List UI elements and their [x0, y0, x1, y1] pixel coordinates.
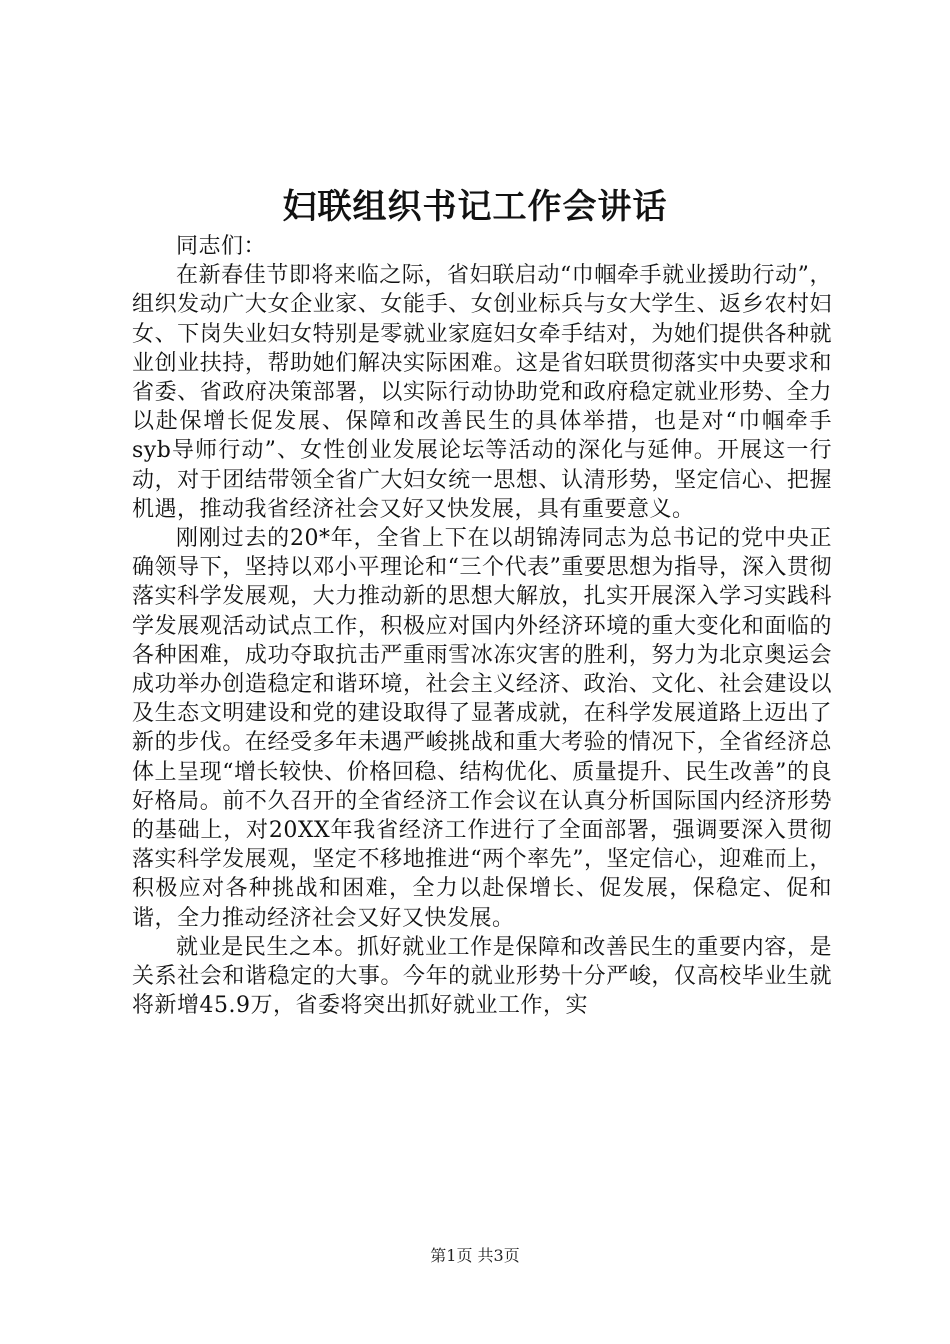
- document-body: [132, 232, 832, 1020]
- salutation: 同志们：: [176, 234, 267, 259]
- paragraph-1: 在新春佳节即将来临之际，省妇联启动“巾帼牵手就业援助行动”，组织发动广大女企业家、女能手、女创业标兵与女大学生、返乡农村妇女、下岗失业妇女特别是零就业家庭妇女牵手结对，为她们提供各种就业创业扶持，帮助她们解决实际困难。这是省妇联贯彻落实中央要求和省委、省政府决策部署，以实际行动协助党和政府稳定就业形势、全力以赴保增长促发展、保障和改善民生的具体举措，也是对“巾帼牵手syb导师行动”、女性创业发展论坛等活动的深化与延伸。开展这一行动，对于团结带领全省广大妇女统一思想、认清形势，坚定信心、把握机遇，推动我省经济社会又好又快发展，具有重要意义。: [132, 263, 832, 522]
- document-title: 妇联组织书记工作会讲话: [282, 187, 668, 227]
- paragraph-2: 刚刚过去的20*年，全省上下在以胡锦涛同志为总书记的党中央正确领导下，坚持以邓小平理论和“三个代表”重要思想为指导，深入贯彻落实科学发展观，大力推动新的思想大解放，扎实开展深入学习实践科学发展观活动试点工作，积极应对国内外经济环境的重大变化和面临的各种困难，成功夺取抗击严重雨雪冰冻灾害的胜利，努力为北京奥运会成功举办创造稳定和谐环境，社会主义经济、政治、文化、社会建设以及生态文明建设和党的建设取得了显著成就，在科学发展道路上迈出了新的步伐。在经受多年未遇严峻挑战和重大考验的情况下，全省经济总体上呈现“增长较快、价格回稳、结构优化、质量提升、民生改善”的良好格局。前不久召开的全省经济工作会议在认真分析国际国内经济形势的基础上，对20XX年我省经济工作进行了全面部署，强调要深入贯彻落实科学发展观，坚定不移地推进“两个率先”，坚定信心，迎难而上，积极应对各种挑战和困难，全力以赴保增长、促发展，保稳定、促和谐，全力推动经济社会又好又快发展。: [132, 526, 832, 931]
- paragraph-3: 就业是民生之本。抓好就业工作是保障和改善民生的重要内容，是关系社会和谐稳定的大事。今年的就业形势十分严峻，仅高校毕业生就将新增45.9万，省委将突出抓好就业工作，实: [132, 934, 832, 1019]
- page-footer: 第1页 共3页: [430, 1246, 520, 1265]
